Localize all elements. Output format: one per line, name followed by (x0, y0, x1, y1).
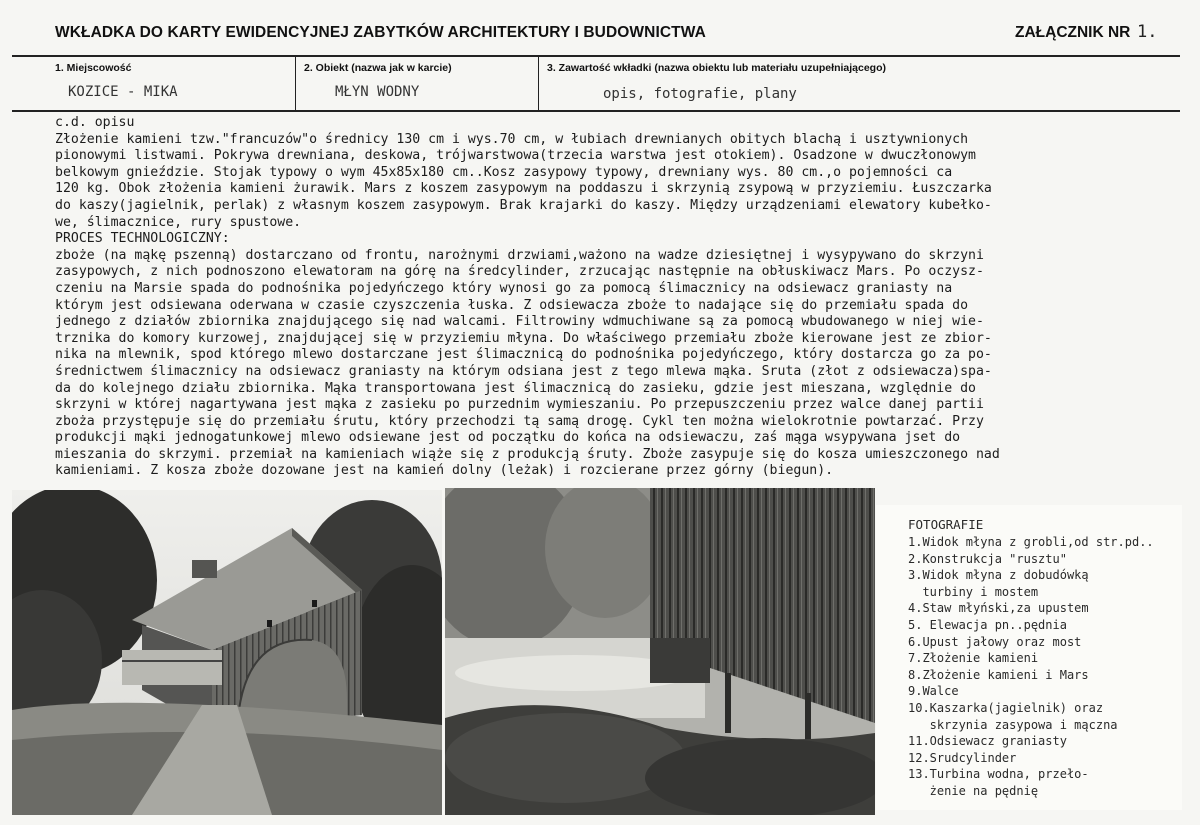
photo-caption-item: turbiny i mostem (908, 584, 1039, 599)
header-divider-top (12, 55, 1180, 57)
object-label: 2. Obiekt (nazwa jak w karcie) (304, 62, 452, 74)
description-line: nika na mlewnik, spod którego mlewo dostarczane jest ślimacznicą do podnośnika pojedyńczego, który dostarcza go za po- (55, 347, 992, 363)
description-line: 120 kg. Obok złożenia kamieni żurawik. Mars z koszem zasypowym na poddaszu i skrzynią zsypową w przyziemiu. Łuszczarka (55, 181, 992, 197)
description-line: da do kolejnego działu zbiornika. Mąka transportowana jest ślimacznicą do zasieku, gdzie jest mieszana, względnie do (55, 380, 976, 396)
description-line: którym jest odsiewana oderwana w czasie czyszczenia łuska. Z odsiewacza zboże to nadające się do przemiału spada do (55, 297, 969, 313)
field-separator-1 (295, 55, 296, 110)
photo-caption-item: 7.Złożenie kamieni (908, 651, 1039, 666)
mill-photo-riverside-wall (445, 488, 875, 815)
document-title: WKŁADKA DO KARTY EWIDENCYJNEJ ZABYTKÓW ARCHITEKTURY I BUDOWNICTWA (55, 24, 706, 41)
locality-label: 1. Miejscowość (55, 62, 132, 74)
photo-mill-from-dike (12, 490, 442, 815)
description-line: we, ślimacznice, rury spustowe. (55, 214, 302, 230)
annex-label: ZAŁĄCZNIK NR (1015, 24, 1131, 41)
photo-caption-item: 3.Widok młyna z dobudówką (908, 568, 1089, 583)
mill-photo-view-from-dike (12, 490, 442, 815)
description-line: do kaszy(jagielnik, perlak) z własnym koszem zasypowym. Brak krajarki do kaszy. Między urządzeniami elewatory kubełko- (55, 197, 992, 213)
description-line: zboża przystępuje się do przemiału śrutu, który przechodzi tą samą drogę. Cykl ten można wielokrotnie powtarzać. Przy (55, 413, 984, 429)
photo-captions-title: FOTOGRAFIE (908, 517, 984, 532)
description-line: produkcji mąki jednogatunkowej mlewo odsiewane jest od początku do końca na odsiewaczu, zaś mąga wsypywana jset do (55, 430, 961, 446)
photo-caption-item: 8.Złożenie kamieni i Mars (908, 667, 1089, 682)
description-line: średnictwem ślimacznicy na odsiewacz graniasty na którym odsiana jest z tego mlewa mąka. Sruta (złot z odsiewacza)spa- (55, 363, 992, 379)
description-line: c.d. opisu (55, 115, 135, 130)
photo-mill-riverside (445, 488, 875, 815)
photo-caption-item: 1.Widok młyna z grobli,od str.pd.. (908, 535, 1154, 549)
object-value: MŁYN WODNY (335, 84, 420, 100)
photo-caption-item: 5. Elewacja pn..pędnia (908, 618, 1067, 632)
description-line: jednego z działów zbiornika znajdującego się nad walcami. Filtrowiny wdmuchiwane są za pomocą wbudowanego w niej wie- (55, 314, 984, 330)
photo-caption-item: 6.Upust jałowy oraz most (908, 634, 1082, 649)
photo-caption-item: 13.Turbina wodna, przeło- (908, 767, 1089, 782)
photo-caption-item: 4.Staw młyński,za upustem (908, 601, 1089, 616)
description-line: mieszania do skrzymi. przemiał na kamieniach wiąże się z produkcją śruty. Zboże zasypuje się do kosza umieszczonego nad (55, 446, 1000, 462)
description-line: skrzyni w której nagartywana jest mąka z zasieku po purzednim wymieszaniu. Po przepuszczeniu przez walce danej partii (55, 397, 984, 413)
description-line: trznika do komory kurzowej, znajdującej się w przyziemiu młyna. Do właściwego przemiału zboże kierowane jest ze zbior- (55, 330, 992, 346)
contents-label: 3. Zawartość wkładki (nazwa obiektu lub materiału uzupełniającego) (547, 62, 886, 74)
description-line: Złożenie kamieni tzw."francuzów"o średnicy 130 cm i wys.70 cm, w łubiach drewnianych obitych blachą i usztywnionych (55, 131, 969, 147)
photo-caption-item: 11.Odsiewacz graniasty (908, 734, 1067, 749)
photo-caption-item: żenie na pędnię (908, 784, 1039, 798)
header-divider-bottom (12, 110, 1180, 112)
photo-caption-item: 10.Kaszarka(jagielnik) oraz (908, 701, 1104, 715)
photo-caption-item: 9.Walce (908, 684, 959, 699)
photo-caption-item: skrzynia zasypowa i mączna (908, 717, 1118, 732)
contents-value: opis, fotografie, plany (603, 86, 797, 102)
description-line: zboże (na mąkę pszenną) dostarczano od frontu, narożnymi drzwiami,ważono na wadze dziesiętnej i wysypywano do skrzyni (55, 247, 984, 263)
description-line: kamieniami. Z kosza zboże dozowane jest na kamień dolny (leżak) i rozcierane przez górny (biegun). (55, 463, 834, 479)
description-line: pionowymi listwami. Pokrywa drewniana, deskowa, trójwarstwowa(trzecia warstwa jest otokiem). Osadzone w dwuczłonowym (55, 148, 976, 164)
description-line: zasypowych, z nich podnoszono elewatoram na górę na średcylinder, zrzucając następnie na obłuskiwacz Mars. Po oczysz- (55, 264, 984, 280)
annex-number: 1. (1137, 22, 1158, 42)
locality-value: KOZICE - MIKA (68, 84, 178, 100)
description-text (55, 115, 1195, 480)
photo-caption-item: 12.Srudcylinder (908, 750, 1017, 765)
description-line: PROCES TECHNOLOGICZNY: (55, 231, 230, 247)
photo-captions-panel (876, 505, 1182, 810)
field-separator-2 (538, 55, 539, 110)
description-line: czeniu na Marsie spada do podnośnika pojedyńczego który wynosi go za pomocą ślimacznicy na odsiewacz graniasty na (55, 280, 953, 296)
description-line: belkowym gnieździe. Stojak typowy o wym 45x85x180 cm..Kosz zasypowy typowy, drewniany wys. 80 cm.,o pojemności ca (55, 164, 953, 180)
photo-caption-item: 2.Konstrukcja "rusztu" (908, 551, 1067, 566)
